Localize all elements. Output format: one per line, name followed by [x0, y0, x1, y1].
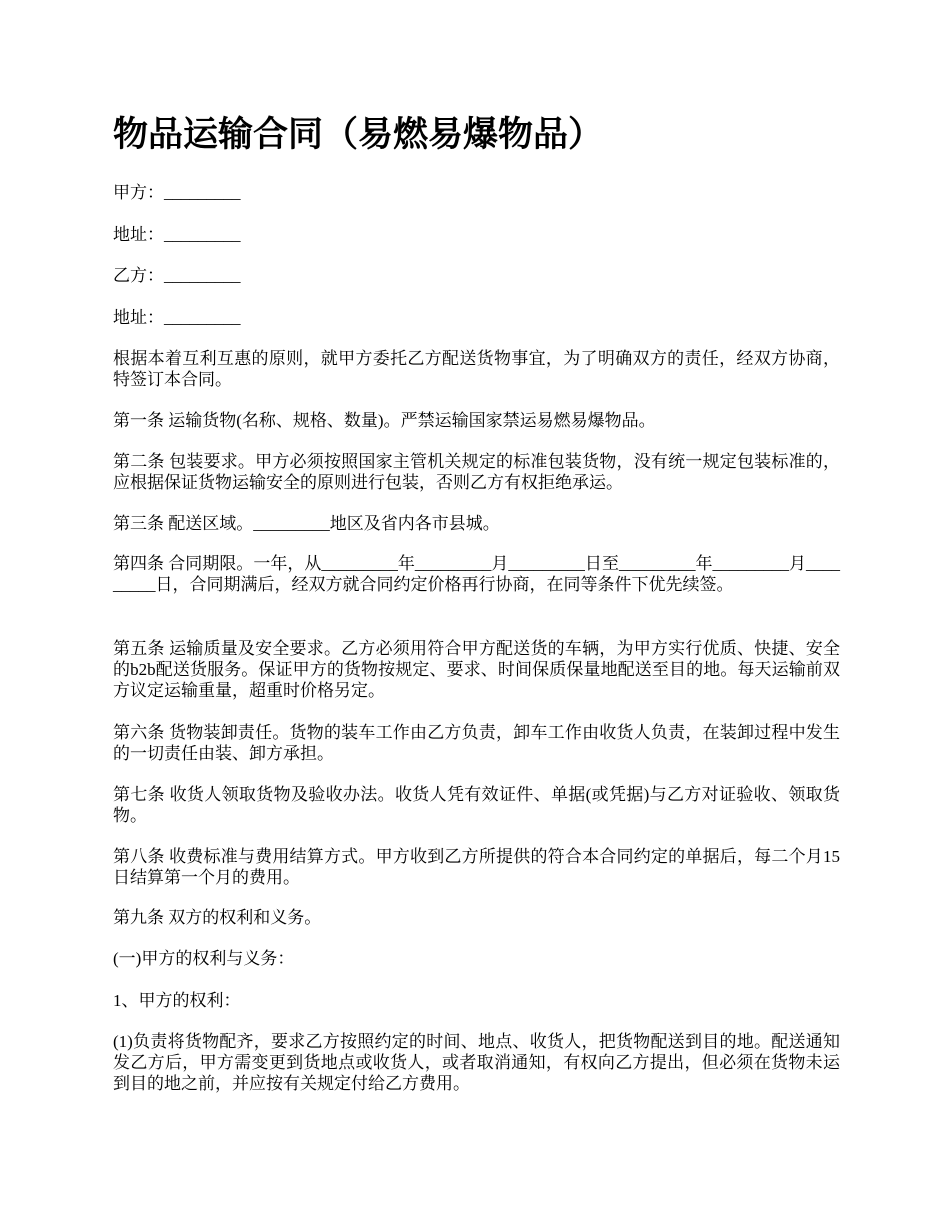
- party-b-line: [113, 265, 840, 286]
- party-b-address-line: [113, 307, 840, 328]
- article-8-paragraph: 第八条 收费标准与费用结算方式。甲方收到乙方所提供的符合本合同约定的单据后，每二个月15日结算第一个月的费用。: [113, 847, 840, 887]
- party-b-address-label: 地址：: [113, 308, 164, 327]
- article-7-paragraph: 第七条 收货人领取货物及验收办法。收货人凭有效证件、单据(或凭据)与乙方对证验收、领取货物。: [113, 785, 840, 825]
- party-a-address-blank: _________: [164, 225, 241, 244]
- party-b-label: 乙方：: [113, 266, 164, 285]
- subsection-party-a-rights: 1、甲方的权利：: [113, 991, 241, 1010]
- document-title: 物品运输合同（易燃易爆物品）: [113, 115, 604, 155]
- preamble-paragraph: 根据本着互利互惠的原则，就甲方委托乙方配送货物事宜，为了明确双方的责任，经双方协商，特签订本合同。: [113, 349, 840, 389]
- party-a-address-label: 地址：: [113, 225, 164, 244]
- party-a-line: [113, 182, 840, 203]
- article-3-paragraph: 第三条 配送区域。_________地区及省内各市县城。: [113, 514, 500, 533]
- section-party-a-rights-heading: (一)甲方的权利与义务：: [113, 949, 295, 968]
- clause-1-paragraph: (1)负责将货物配齐，要求乙方按照约定的时间、地点、收货人，把货物配送到目的地。配送通知发乙方后，甲方需变更到货地点或收货人，或者取消通知，有权向乙方提出，但必须在货物未运到目的地之前，并应按有关规定付给乙方费用。: [113, 1032, 840, 1093]
- article-5-paragraph: 第五条 运输质量及安全要求。乙方必须用符合甲方配送货的车辆，为甲方实行优质、快捷、安全的b2b配送货服务。保证甲方的货物按规定、要求、时间保质保量地配送至目的地。每天运输前双方议定运输重量，超重时价格另定。: [113, 639, 840, 700]
- article-6-paragraph: 第六条 货物装卸责任。货物的装车工作由乙方负责，卸车工作由收货人负责，在装卸过程中发生的一切责任由装、卸方承担。: [113, 723, 840, 763]
- party-a-label: 甲方：: [113, 183, 164, 202]
- party-a-blank: _________: [164, 183, 241, 202]
- party-b-address-blank: _________: [164, 308, 241, 327]
- article-1-paragraph: 第一条 运输货物(名称、规格、数量)。严禁运输国家禁运易燃易爆物品。: [113, 411, 656, 430]
- article-4-paragraph: 第四条 合同期限。一年，从_________年_________月_________日至_________年_________月_________日，合同期满后，经双方就合同约定价格再行协商，在同等条件下优先续签。: [113, 554, 840, 594]
- article-9-paragraph: 第九条 双方的权利和义务。: [113, 908, 322, 927]
- party-a-address-line: [113, 224, 840, 245]
- party-b-blank: _________: [164, 266, 241, 285]
- article-2-paragraph: 第二条 包装要求。甲方必须按照国家主管机关规定的标准包装货物，没有统一规定包装标准的，应根据保证货物运输安全的原则进行包装，否则乙方有权拒绝承运。: [113, 452, 840, 492]
